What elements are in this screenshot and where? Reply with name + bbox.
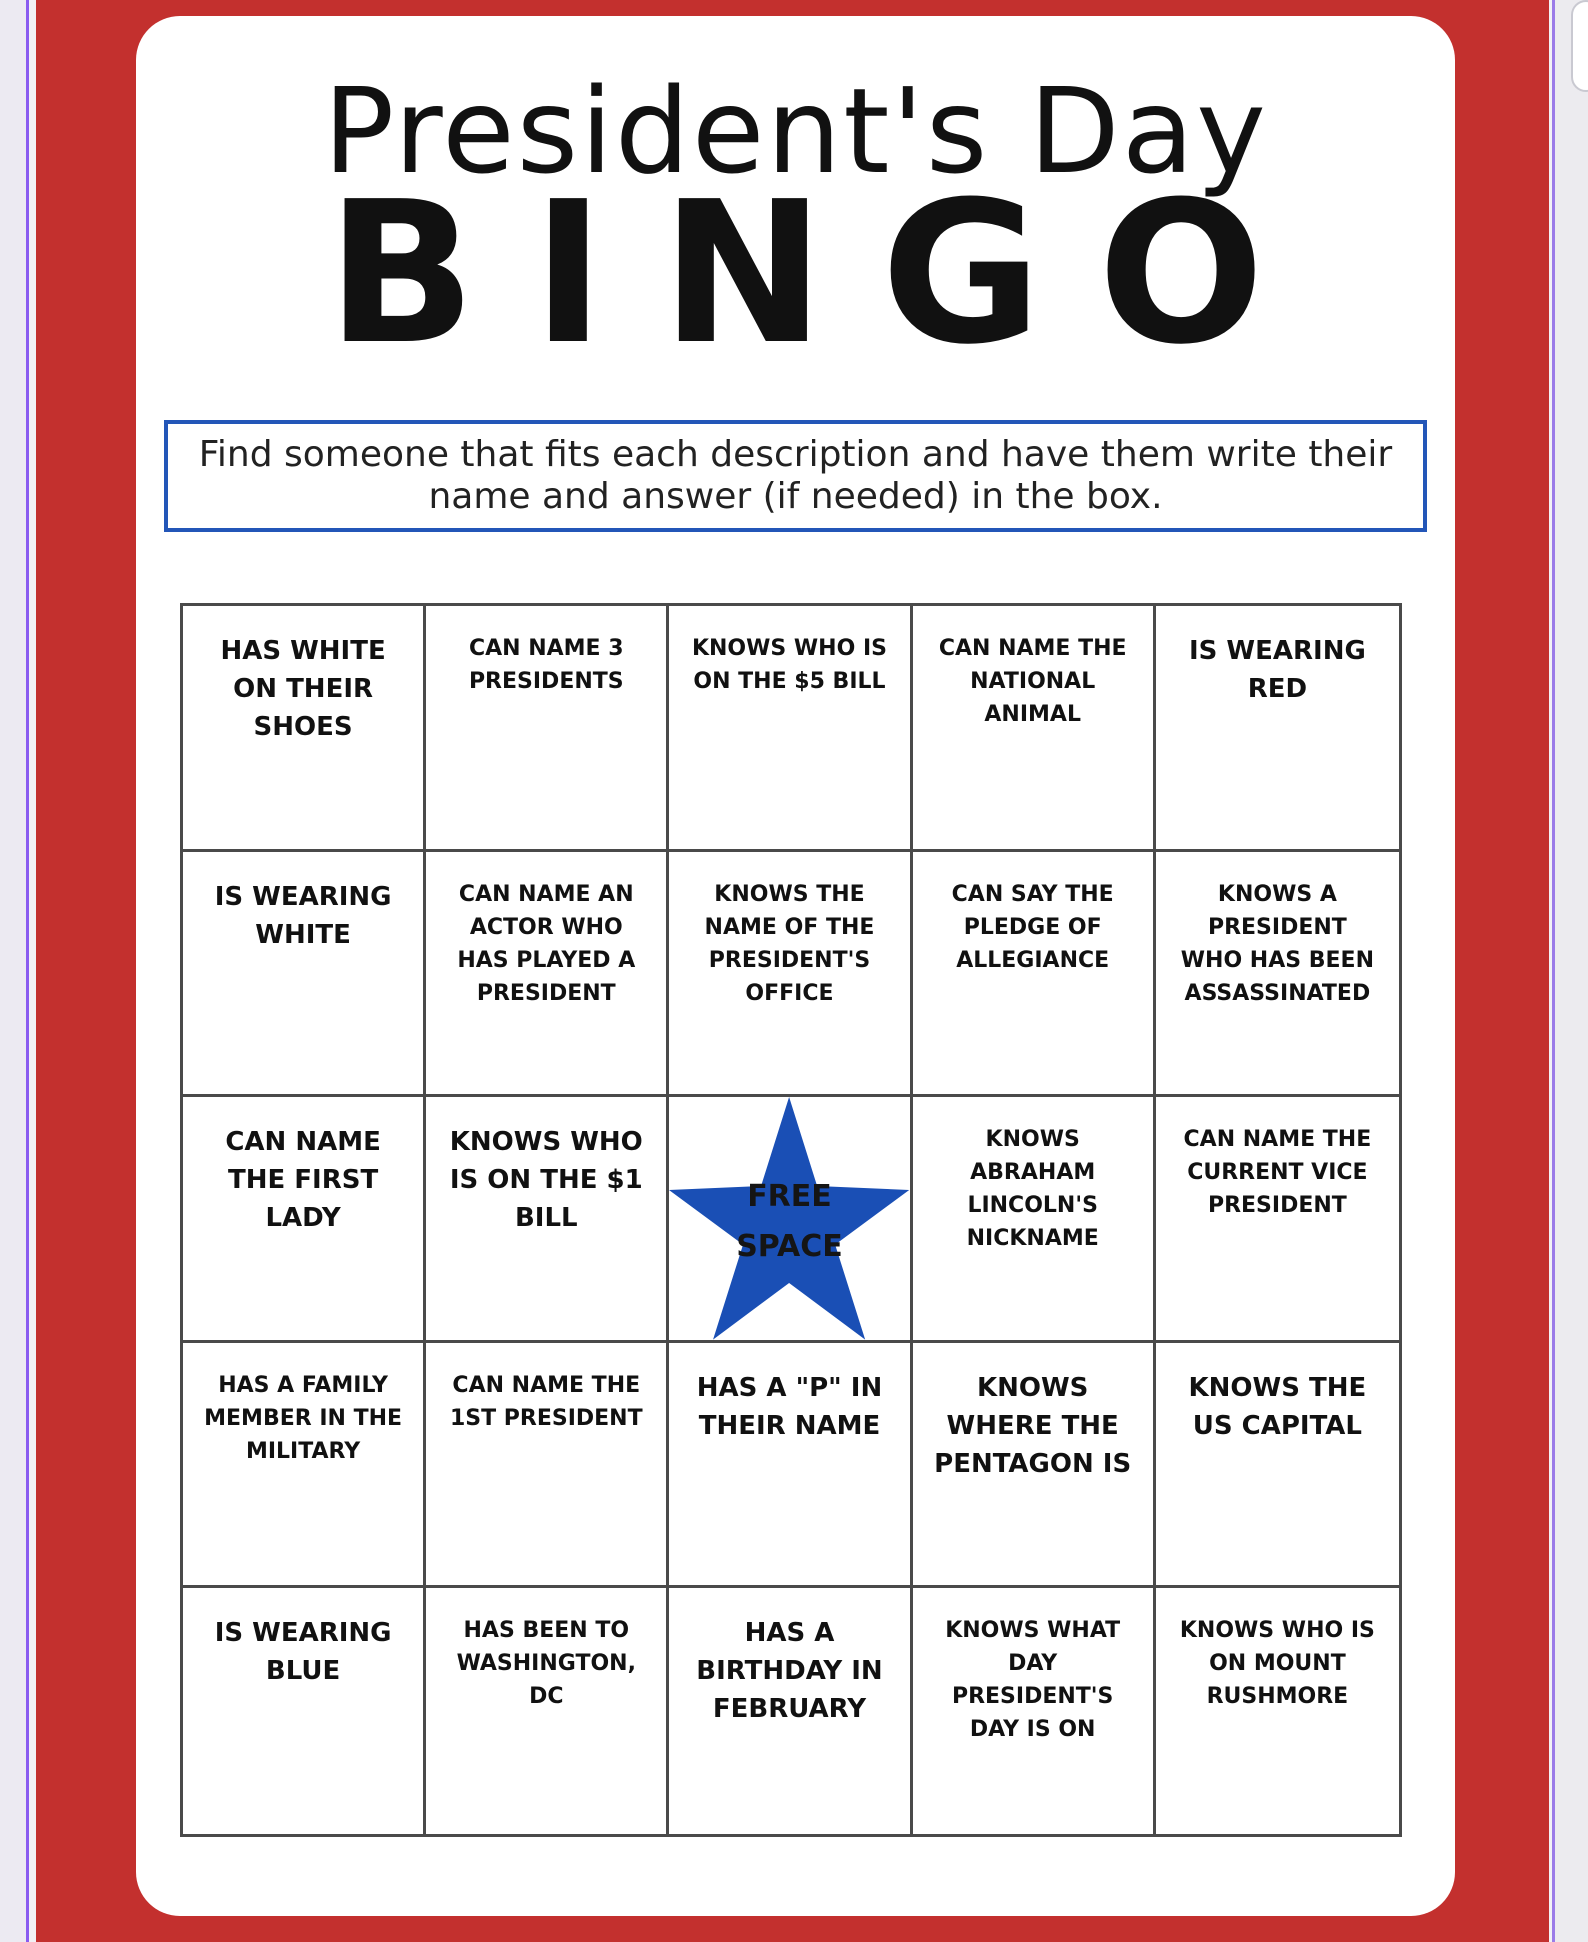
bingo-cell-r4c5[interactable] (1156, 1343, 1399, 1589)
cell-label: KNOWS WHO IS ON MOUNT RUSHMORE (1179, 1618, 1375, 1710)
free-space-cell[interactable] (669, 1097, 912, 1343)
right-window-edge (1552, 0, 1588, 1942)
bingo-cell-r1c4[interactable] (913, 606, 1156, 852)
scroll-handle[interactable] (1571, 0, 1588, 92)
bingo-cell-r2c1[interactable] (183, 852, 426, 1098)
cell-label: KNOWS THE NAME OF THE PRESIDENT'S OFFICE (704, 881, 875, 1006)
bingo-cell-r2c4[interactable] (913, 852, 1156, 1098)
bingo-cell-r1c3[interactable] (669, 606, 912, 852)
cell-label: HAS A "P" IN THEIR NAME (696, 1372, 883, 1441)
cell-label: HAS WHITE ON THEIR SHOES (220, 636, 386, 742)
bingo-cell-r4c1[interactable] (183, 1343, 426, 1589)
bingo-cell-r5c4[interactable] (913, 1588, 1156, 1834)
cell-label: CAN NAME THE CURRENT VICE PRESIDENT (1183, 1127, 1372, 1219)
free-space-label: FREE SPACE (736, 1179, 843, 1265)
bingo-cell-r5c5[interactable] (1156, 1588, 1399, 1834)
cell-label: IS WEARING RED (1188, 636, 1366, 704)
cell-label: IS WEARING WHITE (214, 881, 392, 950)
cell-label: CAN NAME 3 PRESIDENTS (468, 636, 624, 694)
instructions-box (164, 420, 1427, 532)
cell-label: HAS A BIRTHDAY IN FEBRUARY (696, 1618, 883, 1725)
cell-label: CAN SAY THE PLEDGE OF ALLEGIANCE (951, 881, 1114, 973)
bingo-cell-r1c2[interactable] (426, 606, 669, 852)
cell-label: KNOWS WHAT DAY PRESIDENT'S DAY IS ON (945, 1618, 1121, 1743)
bingo-cell-r4c2[interactable] (426, 1343, 669, 1589)
cell-label: CAN NAME THE NATIONAL ANIMAL (938, 636, 1127, 727)
title-bingo: BINGO (326, 160, 1321, 388)
bingo-cell-r2c5[interactable] (1156, 852, 1399, 1098)
bingo-cell-r5c1[interactable] (183, 1588, 426, 1834)
bingo-cell-r2c2[interactable] (426, 852, 669, 1098)
bingo-cell-r3c1[interactable] (183, 1097, 426, 1343)
instructions-text: Find someone that fits each description and have them write their name and answer (if needed) in the box. (198, 434, 1393, 517)
cell-label: KNOWS WHERE THE PENTAGON IS (934, 1372, 1132, 1479)
bingo-cell-r4c4[interactable] (913, 1343, 1156, 1589)
bingo-cell-r2c3[interactable] (669, 852, 912, 1098)
cell-label: KNOWS WHO IS ON THE $1 BILL (449, 1127, 643, 1234)
bingo-cell-r5c2[interactable] (426, 1588, 669, 1834)
cell-label: KNOWS ABRAHAM LINCOLN'S NICKNAME (966, 1127, 1099, 1252)
cell-label: KNOWS WHO IS ON THE $5 BILL (691, 636, 887, 694)
bingo-sheet (136, 16, 1455, 1916)
left-window-border (26, 0, 29, 1942)
bingo-cell-r3c4[interactable] (913, 1097, 1156, 1343)
cell-label: IS WEARING BLUE (214, 1618, 392, 1687)
right-window-border (1552, 0, 1555, 1942)
cell-label: HAS A FAMILY MEMBER IN THE MILITARY (204, 1372, 403, 1464)
bingo-cell-r1c1[interactable] (183, 606, 426, 852)
bingo-cell-r3c5[interactable] (1156, 1097, 1399, 1343)
left-window-edge (0, 0, 26, 1942)
bingo-cell-r4c3[interactable] (669, 1343, 912, 1589)
bingo-grid (180, 603, 1402, 1837)
cell-label: HAS BEEN TO WASHINGTON, DC (456, 1618, 636, 1710)
title-presidents-day: President's Day (323, 62, 1268, 200)
cell-label: CAN NAME THE 1ST PRESIDENT (449, 1372, 643, 1431)
cell-label: CAN NAME AN ACTOR WHO HAS PLAYED A PRESIDENT (457, 881, 636, 1006)
cell-label: CAN NAME THE FIRST LADY (225, 1127, 381, 1234)
bingo-cell-r3c2[interactable] (426, 1097, 669, 1343)
cell-label: KNOWS A PRESIDENT WHO HAS BEEN ASSASSINATED (1180, 881, 1374, 1006)
bingo-cell-r1c5[interactable] (1156, 606, 1399, 852)
bingo-cell-r5c3[interactable] (669, 1588, 912, 1834)
bingo-card (36, 0, 1549, 1942)
cell-label: KNOWS THE US CAPITAL (1188, 1372, 1367, 1441)
